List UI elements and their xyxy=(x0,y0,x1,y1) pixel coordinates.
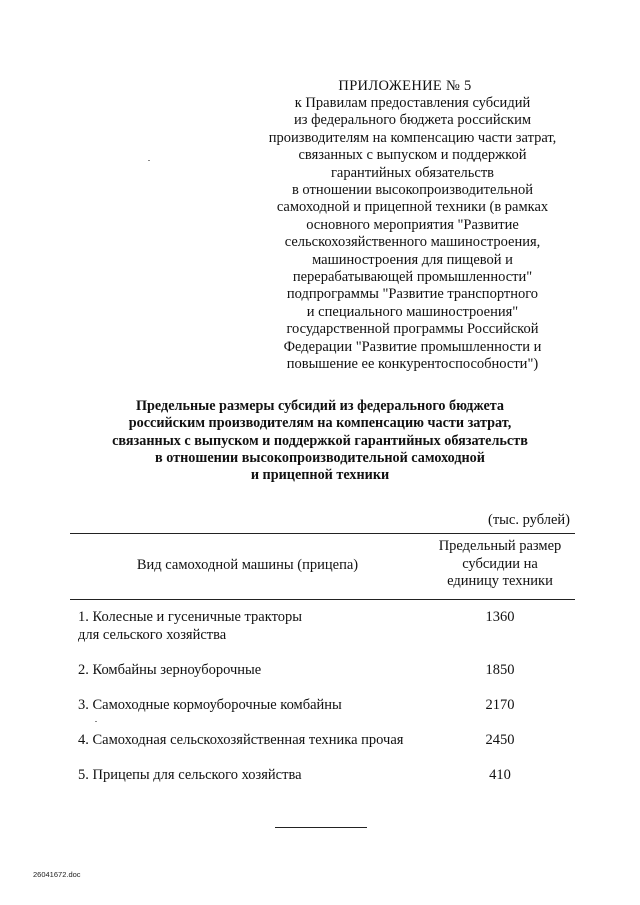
column-header-amount-line: единицу техники xyxy=(447,573,553,589)
appendix-line: производителям на компенсацию части затрат, xyxy=(268,129,557,146)
column-header-amount xyxy=(425,538,575,591)
column-header-amount-line: Предельный размер xyxy=(438,538,562,554)
row-name-line: 4. Самоходная сельскохозяйственная техника прочая xyxy=(78,732,404,748)
appendix-line: государственной программы Российской xyxy=(286,321,539,338)
row-value: 410 xyxy=(489,767,511,783)
row-name-line: 5. Прицепы для сельского хозяйства xyxy=(78,767,302,783)
appendix-title: ПРИЛОЖЕНИЕ № 5 xyxy=(338,78,472,94)
document-title-line: и прицепной техники xyxy=(250,467,390,484)
row-name xyxy=(78,662,428,680)
row-name-line: 3. Самоходные кормоуборочные комбайны xyxy=(78,697,342,713)
document-title-line: российским производителям на компенсацию части затрат, xyxy=(128,415,512,432)
table-top-rule xyxy=(70,533,575,534)
document-title-line: в отношении высокопроизводительной самоходной xyxy=(155,449,485,466)
appendix-line: и специального машиностроения" xyxy=(306,303,519,320)
appendix-line: в отношении высокопроизводительной xyxy=(291,182,534,199)
appendix-line: связанных с выпуском и поддержкой xyxy=(298,147,527,164)
scan-speck xyxy=(148,160,150,161)
appendix-line: машиностроения для пищевой и xyxy=(312,251,513,268)
row-value: 1850 xyxy=(485,662,515,678)
appendix-line: к Правилам предоставления субсидий xyxy=(294,95,531,111)
file-name-label: 26041672.doc xyxy=(33,870,81,879)
column-header-type: Вид самоходной машины (прицепа) xyxy=(136,557,359,573)
appendix-line: повышение ее конкурентоспособности") xyxy=(286,356,539,373)
row-name xyxy=(78,609,428,644)
scan-speck xyxy=(95,721,97,722)
row-value: 1360 xyxy=(485,609,515,625)
appendix-line: Федерации "Развитие промышленности и xyxy=(283,338,542,355)
document-title-line: Предельные размеры субсидий из федерального бюджета xyxy=(135,398,504,414)
row-value: 2450 xyxy=(485,732,515,748)
document-title-line: связанных с выпуском и поддержкой гарантийных обязательств xyxy=(112,432,528,449)
appendix-line: перерабатывающей промышленности" xyxy=(292,269,533,286)
appendix-line: из федерального бюджета российским xyxy=(293,112,532,129)
column-header-amount-line: субсидии на xyxy=(462,555,538,572)
appendix-text xyxy=(240,95,585,374)
row-name xyxy=(78,697,428,715)
end-of-document-line xyxy=(275,827,367,828)
units-label: (тыс. рублей) xyxy=(488,512,570,528)
appendix-line: основного мероприятия "Развитие xyxy=(306,216,519,233)
row-name xyxy=(78,767,428,785)
row-name-line: 1. Колесные и гусеничные тракторы xyxy=(78,609,302,625)
appendix-line: сельскохозяйственного машиностроения, xyxy=(284,234,541,251)
appendix-line: самоходной и прицепной техники (в рамках xyxy=(276,199,549,216)
row-value: 2170 xyxy=(485,697,515,713)
row-name-line: для сельского хозяйства xyxy=(78,626,227,643)
appendix-line: гарантийных обязательств xyxy=(330,164,495,181)
appendix-line: подпрограммы "Развитие транспортного xyxy=(286,286,539,303)
table-header-rule xyxy=(70,599,575,600)
row-name xyxy=(78,732,428,750)
document-title xyxy=(60,398,580,484)
row-name-line: 2. Комбайны зерноуборочные xyxy=(78,662,262,678)
